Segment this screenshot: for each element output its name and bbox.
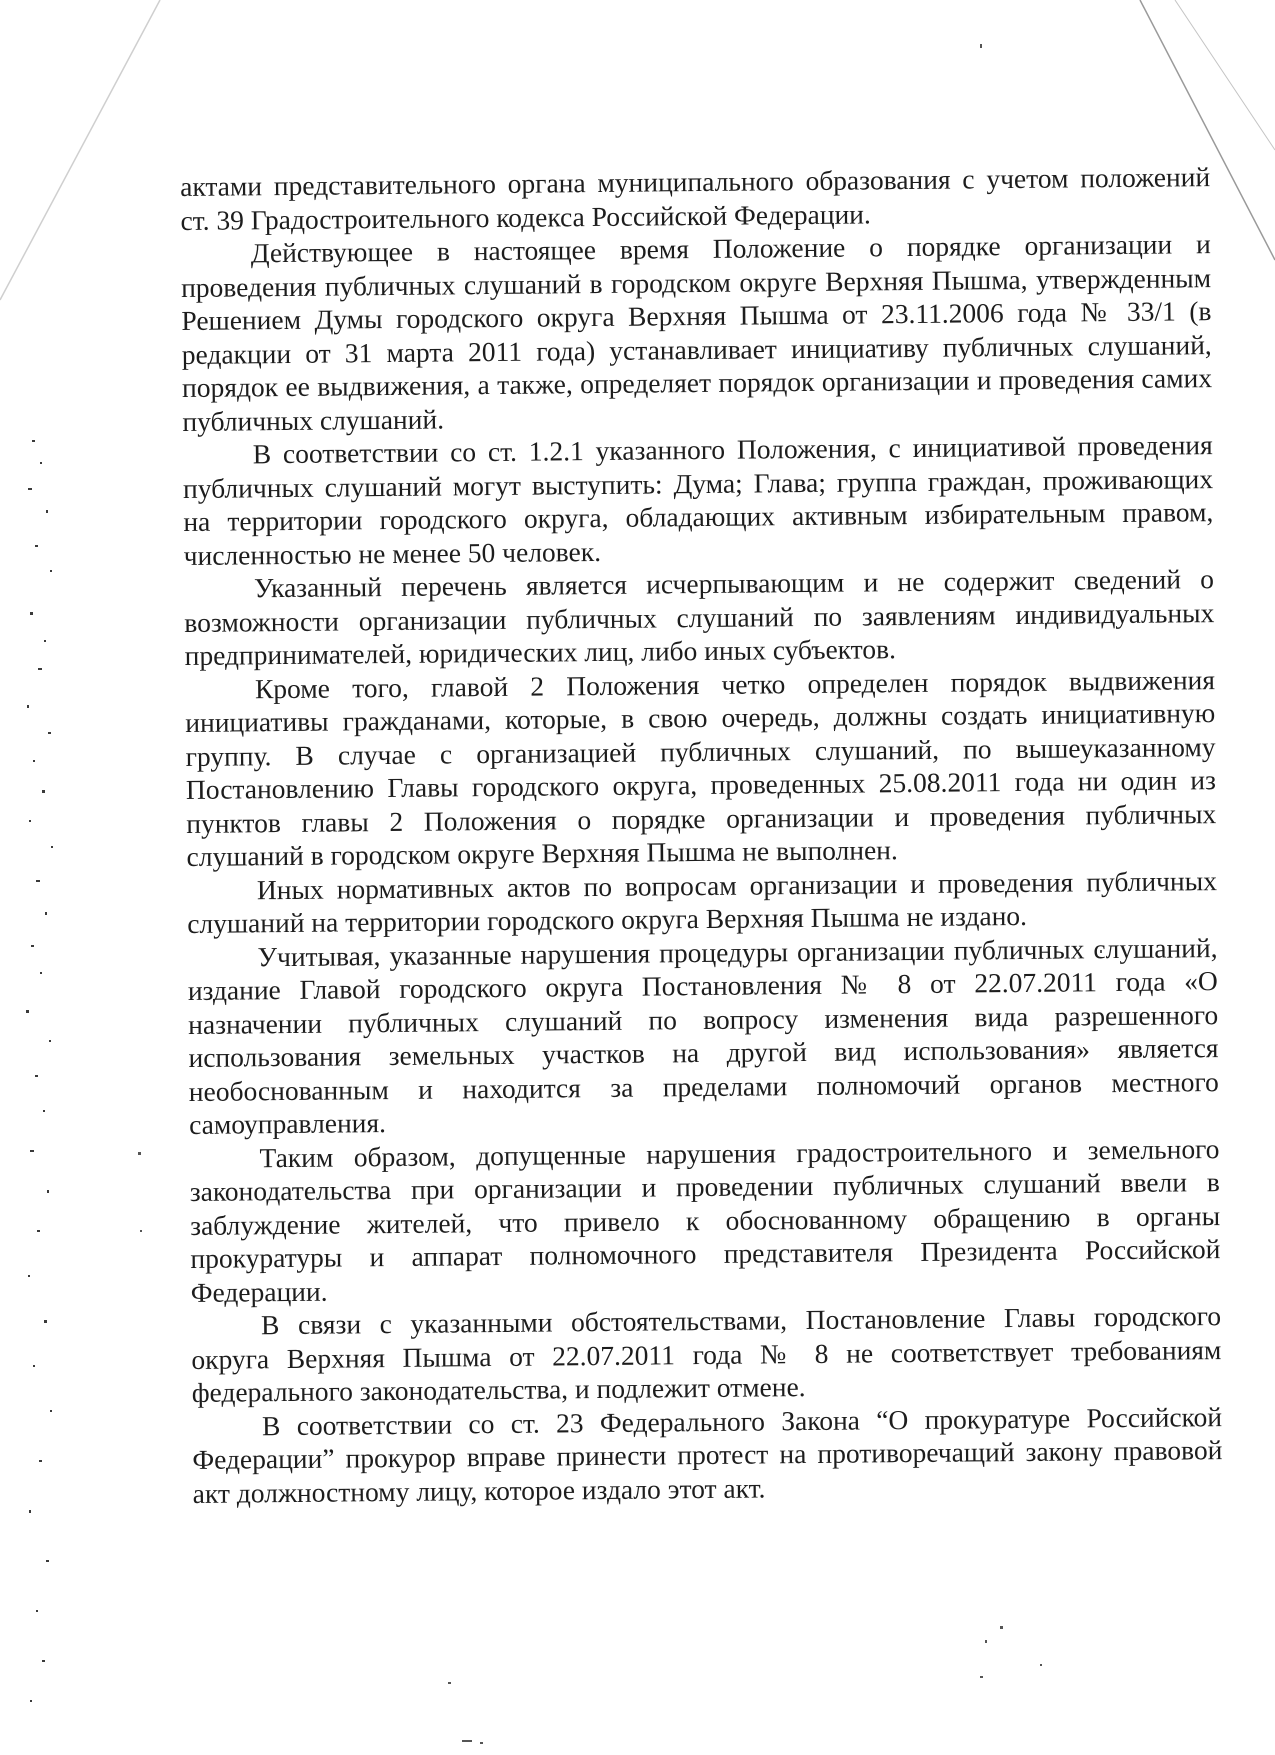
paragraph: Учитывая, указанные нарушения процедуры организации публичных слушаний, издание Главой городского округа Постановления № 8 от 22.07.2011 года «О назначении публичных слушаний по вопросу изменения вида разрешенного использования земельных участков на другой вид использования» является необоснованным и находится за пределами полномочий органов местного самоуправления.: [187, 931, 1219, 1140]
paragraph: Таким образом, допущенные нарушения градостроительного и земельного законодательства при организации и проведении публичных слушаний ввели в заблуждение жителей, что привело к обоснованному обращению в органы прокуратуры и аппарат полномочного представителя Президента Российской Федерации.: [189, 1132, 1221, 1308]
paragraph: актами представительного органа муниципального образования с учетом положений ст. 39 Градостроительного кодекса Российской Федерации.: [180, 161, 1211, 236]
document-body: [180, 160, 1223, 1510]
paragraph: Указанный перечень является исчерпывающим и не содержит сведений о возможности организации публичных слушаний по заявлениям индивидуальных предпринимателей, юридических лиц, либо иных субъектов.: [184, 563, 1215, 671]
paragraph: Действующее в настоящее время Положение о порядке организации и проведения публичных слушаний в городском округе Верхняя Пышма, утвержденным Решением Думы городского округа Верхняя Пышма от 23.11.2006 года № 33/1 (в редакции от 31 марта 2011 года) устанавливает инициативу публичных слушаний, порядок ее выдвижения, а также, определяет порядок организации и проведения самих публичных слушаний.: [180, 228, 1213, 437]
paragraph: В связи с указанными обстоятельствами, Постановление Главы городского округа Верхняя Пышма от 22.07.2011 года № 8 не соответствует требованиям федерального законодательства, и подлежит отмене.: [191, 1300, 1222, 1408]
paragraph: В соответствии со ст. 23 Федерального Закона “О прокуратуре Российской Федерации” прокурор вправе принести протест на противоречащий закону правовой акт должностному лицу, которое издало этот акт.: [192, 1400, 1223, 1509]
paragraph: В соответствии со ст. 1.2.1 указанного Положения, с инициативой проведения публичных слушаний могут выступить: Дума; Глава; группа граждан, проживающих на территории городского округа, обладающих активным избирательным правом, численностью не менее 50 человек.: [182, 429, 1214, 571]
left-margin-noise: [26, 440, 53, 1702]
paragraph: Кроме того, главой 2 Положения четко определен порядок выдвижения инициативы гражданами, которые, в свою очередь, должны создать инициативную группу. В случае с организацией публичных слушаний, по вышеуказанному Постановлению Главы городского округа, проведенных 25.08.2011 года ни один из пунктов главы 2 Положения о порядке организации и проведения публичных слушаний в городском округе Верхняя Пышма не выполнен.: [185, 663, 1217, 872]
page-fold-line: [1175, 0, 1275, 150]
paragraph: Иных нормативных актов по вопросам организации и проведения публичных слушаний на территории городского округа Верхняя Пышма не издано.: [187, 864, 1218, 939]
